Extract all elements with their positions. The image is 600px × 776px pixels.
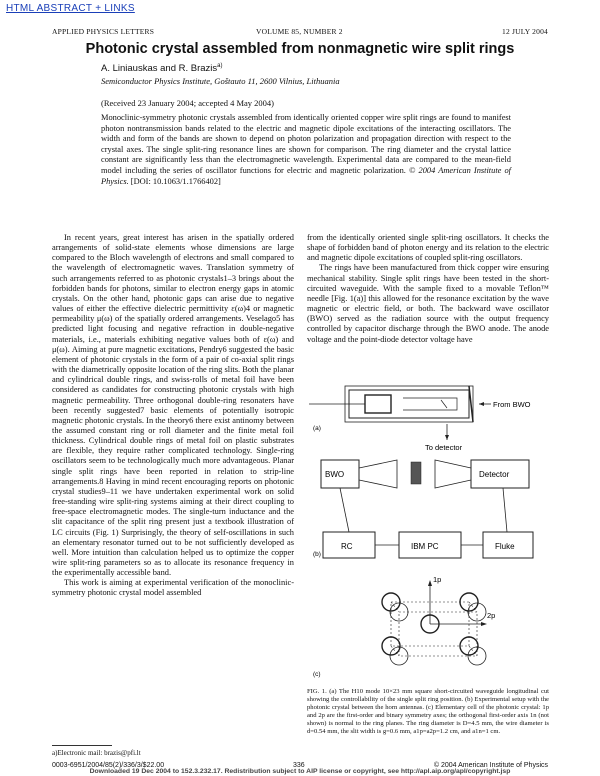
- footnote-rule: [52, 745, 112, 746]
- doi: [DOI: 10.1063/1.1766402]: [130, 176, 221, 186]
- issn-line: 0003-6951/2004/85(2)/336/3/$22.00: [52, 762, 165, 769]
- author-names: A. Liniauskas and R. Brazis: [101, 63, 218, 75]
- figure-caption: FIG. 1. (a) The H10 mode 10×23 mm square short-circuited waveguide longitudinal cut showing the controllability of the single split ring position. (b) Experimental setup with the photonic crystal between the horn antennas. (c) Elementary cell of the photonic crystal: 1p and 2p are the first-order and binary symmetry axes; the orthogonal first-order axis 1n (not shown) is normal to the ring planes. The ring diameter is D=4.5 mm, the wire diameter is d=0.54 mm, the slit width is g=0.6 mm, a1p=a2p=1.2 cm, and a1n=1 cm.: [307, 688, 549, 736]
- crystal-cell-diagram: [382, 582, 486, 665]
- authors: [101, 63, 223, 74]
- abstract: [101, 113, 511, 187]
- page-number: 336: [293, 762, 305, 769]
- box-detector: Detector: [479, 470, 510, 479]
- affiliation: Semiconductor Physics Institute, Goštauto 11, 2600 Vilnius, Lithuania: [101, 76, 340, 86]
- waveguide-diagram: [309, 386, 491, 440]
- abstract-copyright: © 2004 American Institute of Physics.: [101, 165, 512, 186]
- right-paragraph-2: The rings have been manufactured from thick copper wire ensuring mechanical stability. Single split rings have been tested in the short-circuited waveguide. With the sample fixed to a movable Teflon™ needle [Fig. 1(a)] this allowed for the resonance excitation by the wave magnetic or electric field, or both. The backward wave oscillator (BWO) served as the radiation source with the output frequency controlled by capacitor discharge through the BWO anode. The anode voltage and the point-diode detector voltage have: [307, 263, 549, 344]
- top-bar: [0, 0, 600, 18]
- author-footnote-mark: a): [217, 63, 223, 69]
- received-dates: (Received 23 January 2004; accepted 4 May 2004): [101, 98, 275, 108]
- box-ibm-pc: IBM PC: [411, 542, 439, 551]
- paper-title: Photonic crystal assembled from nonmagnetic wire split rings: [85, 41, 515, 57]
- panel-b-label: (b): [313, 551, 321, 558]
- axis-2p-label: 2p: [487, 611, 496, 620]
- box-bwo: BWO: [325, 470, 345, 479]
- journal-name: APPLIED PHYSICS LETTERS: [52, 27, 155, 36]
- box-rc: RC: [341, 542, 353, 551]
- right-paragraph-1: from the identically oriented single split-ring oscillators. It checks the shape of forbidden band of photon energy and its relation to the electric and magnetic dipole excitations of coupled split-ring oscillators.: [307, 233, 549, 263]
- download-notice: Downloaded 19 Dec 2004 to 152.3.232.17. Redistribution subject to AIP license or copyright, see http://apl.aip.org/apl/copyright.jsp: [89, 768, 511, 775]
- volume-number: VOLUME 85, NUMBER 2: [256, 27, 343, 36]
- panel-c-label: (c): [313, 671, 321, 678]
- publisher-copyright: © 2004 American Institute of Physics: [433, 762, 548, 769]
- abstract-text: Monoclinic-symmetry photonic crystals assembled from identically oriented copper wire split rings are found to manifest photon nontransmission bands related to the electric and magnetic dipole excitations of the interacting oscillators. The width and form of the bands are shown to depend on photon polarization and propagation direction with respect to the crystal axes. The single split-ring resonance lines are shown for comparison. The ring diameter and the crystal lattice constant are significantly less than the electromagnetic wavelength. Experimental data are compared to the mean-field model including the series of oscillator functions for electric and magnetic polarization.: [101, 113, 511, 175]
- left-paragraph-2: This work is aiming at experimental verification of the monoclinic-symmetry photonic crystal model assembled: [52, 578, 294, 598]
- figure-1: [307, 376, 549, 686]
- left-column: [52, 233, 294, 599]
- footnote: a)Electronic mail: brazis@pfi.lt: [52, 749, 141, 757]
- panel-a-label: (a): [313, 425, 321, 432]
- left-paragraph-1: In recent years, great interest has arisen in the spatially ordered arrangements of solid-state elements whose dimensions are large compared to the Bloch wavelength of electrons and small compared to the wavelength of electromagnetic waves. Translation symmetry of such arrangements referred to as photonic crystals1–3 brings about the forbidden bands for photons, similar to electron energy gaps in atomic crystals. On the other hand, photonic gaps can arise due to negative values of either the effective dielectric permittivity ε(ω)4 or magnetic permeability μ(ω) of the spatially ordered arrangements. Veselago5 has predicted light focusing and negative refraction in double-negative materials, i.e., materials exhibiting negative values both of ε(ω) and μ(ω). Aiming at pure magnetic excitations, Pendry6 suggested the basic element of photonic crystals in the form of a pair of co-axial split rings with the diametrically opposite location of the ring slits. Both the planar and cylindrical double rings, and swiss-rolls of metal foil have been considered as candidates for constructing photonic crystals with high magnetic permeability. Three orthogonal double-ring resonaters have been recently suggested7 basic elements of potentially isotropic magnetic photonic crystals. In the theory6 there exist antinomy between the assumed constant ring or roll diameter and the finite metal foil thickness. Cylindrical double rings of metal foil on plastic substrates are flexible, they require rather complicated technology. Single-ring oscillators seem to be technologically much more advantageous. Planar single split rings have been reported in relation to strip-line arrangements.8 Having in mind recent encouraging reports on photonic crystal studies9–11 we have undertaken experimental work on solid free-standing wire split-ring systems aiming at their direct coupling to free-space electromagnetic modes. The single-turn inductance and the slit capacitance of the split ring present just a textbook illustration of LC circuits (Fig. 1) Surprisingly, the theory of self-oscillations in such an elementary resonator turned out to be not sufficiently developed as well. More intuition than calculation helped us to optimize the copper wire split-ring parameters so as to allocate its resonance frequency in the experimentally accessible band.: [52, 233, 294, 578]
- to-detector-label: To detector: [425, 443, 463, 452]
- from-bwo-label: From BWO: [493, 400, 531, 409]
- html-abstract-links[interactable]: HTML ABSTRACT + LINKS: [6, 3, 135, 14]
- axis-1p-label: 1p: [433, 575, 442, 584]
- box-fluke: Fluke: [495, 542, 515, 551]
- right-column: [307, 233, 549, 345]
- issue-date: 12 JULY 2004: [502, 27, 548, 36]
